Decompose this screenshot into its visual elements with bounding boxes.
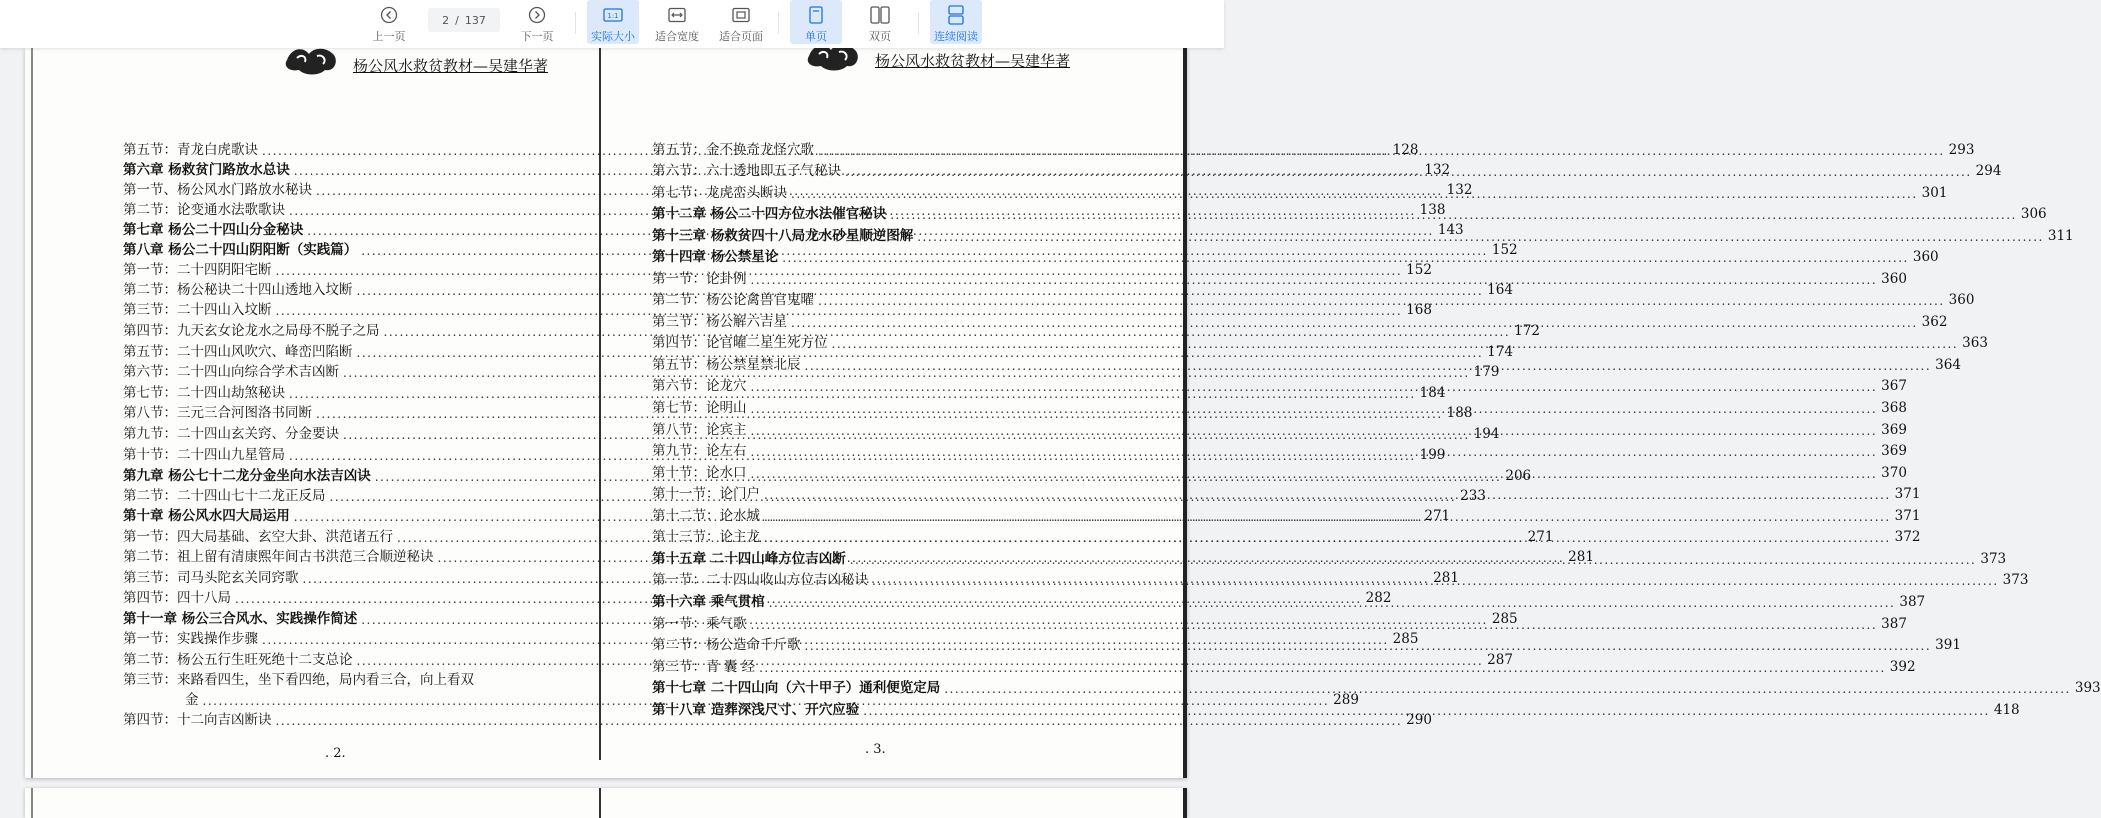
prev-page-button[interactable] <box>368 0 410 44</box>
fit-page-button[interactable] <box>715 0 767 44</box>
toc-entry: 第一节：乘气歌 ..... 387 <box>652 612 1907 632</box>
chevron-left-circle-icon <box>380 3 398 27</box>
total-pages: 137 <box>464 13 486 27</box>
fit-width-icon <box>668 3 686 27</box>
toc-entry: 第四节：九天玄女论龙水之局母不脱子之局 ..... 172 <box>123 319 1540 339</box>
toc-entry: 第五节：杨公禁星禁北辰 ..... 364 <box>652 353 1961 373</box>
toc-entry: 第三节：来路看四生，坐下看四绝，局内看三合，向上看双 <box>123 672 474 688</box>
toc-entry: 第十一节：论门户 ..... 371 <box>652 482 1920 502</box>
toc-entry: 第十三章 杨救贫四十八局龙水砂星顺逆图解 ..... 311 <box>652 224 2074 244</box>
toc-entry: 第七节：二十四山劫煞秘诀 ..... 184 <box>123 381 1445 401</box>
toolbar-divider <box>575 12 576 34</box>
publisher-logo-icon <box>283 46 341 76</box>
toc-entry: 第四节：论官曜二星生死方位 ..... 363 <box>652 331 1988 351</box>
double-page-label: 双页 <box>869 30 891 43</box>
fit-width-label: 适合宽度 <box>655 30 699 43</box>
actual-size-button[interactable] <box>587 0 639 44</box>
toc-entry: 第九节：二十四山玄关窍、分金要诀 ..... 194 <box>123 422 1499 442</box>
svg-text:1:1: 1:1 <box>607 12 619 20</box>
toc-entry: 第二节：杨公造命千斤歌 ..... 391 <box>652 633 1961 653</box>
toc-entry: 第十二节：论水城 ..... 371 <box>652 504 1920 524</box>
book-spine <box>599 788 601 818</box>
toc-entry: 第十一章 杨公三合风水、实践操作简述 ..... 285 <box>123 607 1518 627</box>
toc-entry: 第一节、杨公风水门路放水秘诀 ..... 132 <box>123 178 1472 198</box>
toc-entry: 第三节：司马头陀玄关同窍歌 ..... 281 <box>123 566 1459 586</box>
single-page-icon <box>808 3 824 27</box>
toc-entry: 第六节：论龙穴 ..... 367 <box>652 374 1907 394</box>
single-page-label: 单页 <box>805 30 827 43</box>
left-page-header: 杨公风水救贫教材—吴建华著 <box>353 57 549 75</box>
scan-edge-left <box>31 788 33 818</box>
toc-entry: 第十七章 二十四山向（六十甲子）通利便览定局 ..... 393 <box>652 676 2101 696</box>
toc-entry: 第八节：论宾主 ..... 369 <box>652 418 1907 438</box>
toc-entry: 第二节：祖上留有清康熙年间古书洪范三合顺逆秘诀 ..... 281 <box>123 545 1594 565</box>
double-page-icon <box>870 3 890 27</box>
toc-entry: 第七章 杨公二十四山分金秘诀 ..... 143 <box>123 218 1464 238</box>
next-document-page <box>25 788 1187 818</box>
scan-edge-left <box>31 48 33 778</box>
toc-entry: 第五节：青龙白虎歌诀 ..... 128 <box>123 138 1418 158</box>
toc-entry: 第一节：论卦例 ..... 360 <box>652 267 1907 287</box>
continuous-reading-label: 连续阅读 <box>934 30 978 43</box>
toc-entry: 第八章 杨公二十四山阴阳断（实践篇） ..... 152 <box>123 238 1518 258</box>
toc-entry: 第三节：青 囊 经 ..... 392 <box>652 655 1916 675</box>
toc-entry: 第二节：二十四山七十二龙正反局 ..... 233 <box>123 484 1486 504</box>
right-page-header: 杨公风水救贫教材—吴建华著 <box>875 52 1071 70</box>
toc-entry: 第八节：三元三合河图洛书同断 ..... 188 <box>123 401 1472 421</box>
continuous-reading-button[interactable] <box>930 0 982 44</box>
toc-entry: 第十五章 二十四山峰方位吉凶断 ..... 373 <box>652 547 2006 567</box>
toc-entry: 第七节：龙虎峦头断诀 ..... 301 <box>652 181 1947 201</box>
page-separator: / <box>455 13 459 27</box>
toc-entry: 第五节：二十四山风吹穴、峰峦凹陷断 ..... 174 <box>123 340 1513 360</box>
toc-entry: 金 ..... 289 <box>123 688 1359 708</box>
next-page-button[interactable] <box>516 0 558 44</box>
toc-entry: 第十节：二十四山九星管局 ..... 199 <box>123 443 1445 463</box>
toc-entry: 第一节：二十四山收山方位吉凶秘诀 ..... 373 <box>652 568 2028 588</box>
toc-entry: 第十二章 杨公二十四方位水法催官秘诀 ..... 306 <box>652 202 2047 222</box>
toc-entry: 第一节：二十四阴阳宅断 ..... 152 <box>123 258 1432 278</box>
right-page-number: . 3. <box>865 742 886 757</box>
toc-entry: 第二节：杨公五行生旺死绝十二支总论 ..... 287 <box>123 648 1513 668</box>
toc-entry: 第十节：论水口 ..... 370 <box>652 461 1907 481</box>
toc-entry: 第二节：杨公论禽兽官鬼曜 ..... 360 <box>652 288 1974 308</box>
fit-width-button[interactable] <box>651 0 703 44</box>
toc-entry: 第六节：二十四山向综合学术吉凶断 ..... 179 <box>123 360 1499 380</box>
actual-size-icon <box>603 3 623 27</box>
actual-size-label: 实际大小 <box>591 30 635 43</box>
toc-entry: 第四节：十二向吉凶断诀 ..... 290 <box>123 708 1432 728</box>
toc-entry: 第六章 杨救贫门路放水总诀 ..... 132 <box>123 158 1450 178</box>
prev-page-label: 上一页 <box>372 30 406 43</box>
toc-entry: 第九章 杨公七十二龙分金坐向水法吉凶诀 ..... 206 <box>123 464 1531 484</box>
double-page-button[interactable] <box>854 0 906 44</box>
toc-entry: 第七节：论明山 ..... 368 <box>652 396 1907 416</box>
single-page-button[interactable] <box>790 0 842 44</box>
toc-entry: 第十八章 造葬深浅尺寸、开穴应验 ..... 418 <box>652 698 2020 718</box>
toc-entry: 第五节：金不换奇龙怪穴歌 ..... 293 <box>652 138 1974 158</box>
fit-page-label: 适合页面 <box>719 30 763 43</box>
continuous-reading-icon <box>947 3 965 27</box>
next-page-label: 下一页 <box>520 30 554 43</box>
toc-entry: 第三节：二十四山入坟断 ..... 168 <box>123 298 1432 318</box>
toc-entry: 第二节：杨公秘诀二十四山透地入坟断 ..... 164 <box>123 278 1513 298</box>
toc-entry: 第十六章 乘气贯棺 ..... 387 <box>652 590 1925 610</box>
toc-entry: 第六节：六十透地即五子气秘诀 ..... 294 <box>652 159 2001 179</box>
toc-entry: 第九节：论左右 ..... 369 <box>652 439 1907 459</box>
toc-entry: 第一节：实践操作步骤 ..... 285 <box>123 627 1418 647</box>
toc-entry: 第二节：论变通水法歌歌诀 ..... 138 <box>123 198 1445 218</box>
toc-entry: 第一节：四大局基础、玄空大卦、洪范诸五行 ..... 271 <box>123 525 1553 545</box>
current-page-input[interactable]: 2 <box>442 13 450 27</box>
chevron-right-circle-icon <box>528 3 546 27</box>
toc-entry: 第十三节：论主龙 ..... 372 <box>652 525 1920 545</box>
scan-edge-right <box>1183 788 1187 818</box>
toc-entry: 第三节：杨公解六吉星 ..... 362 <box>652 310 1947 330</box>
toc-entry: 第十章 杨公风水四大局运用 ..... 271 <box>123 504 1450 524</box>
toolbar-divider <box>778 12 779 34</box>
toc-entry: 第四节：四十八局 ..... 282 <box>123 586 1391 606</box>
fit-page-icon <box>732 3 750 27</box>
viewer-toolbar <box>0 0 1224 48</box>
document-page <box>25 48 2101 778</box>
toolbar-divider <box>918 12 919 34</box>
toc-entry: 第十四章 杨公禁星论 ..... 360 <box>652 245 1939 265</box>
left-page-number: . 2. <box>325 746 346 761</box>
page-indicator[interactable] <box>428 8 500 32</box>
